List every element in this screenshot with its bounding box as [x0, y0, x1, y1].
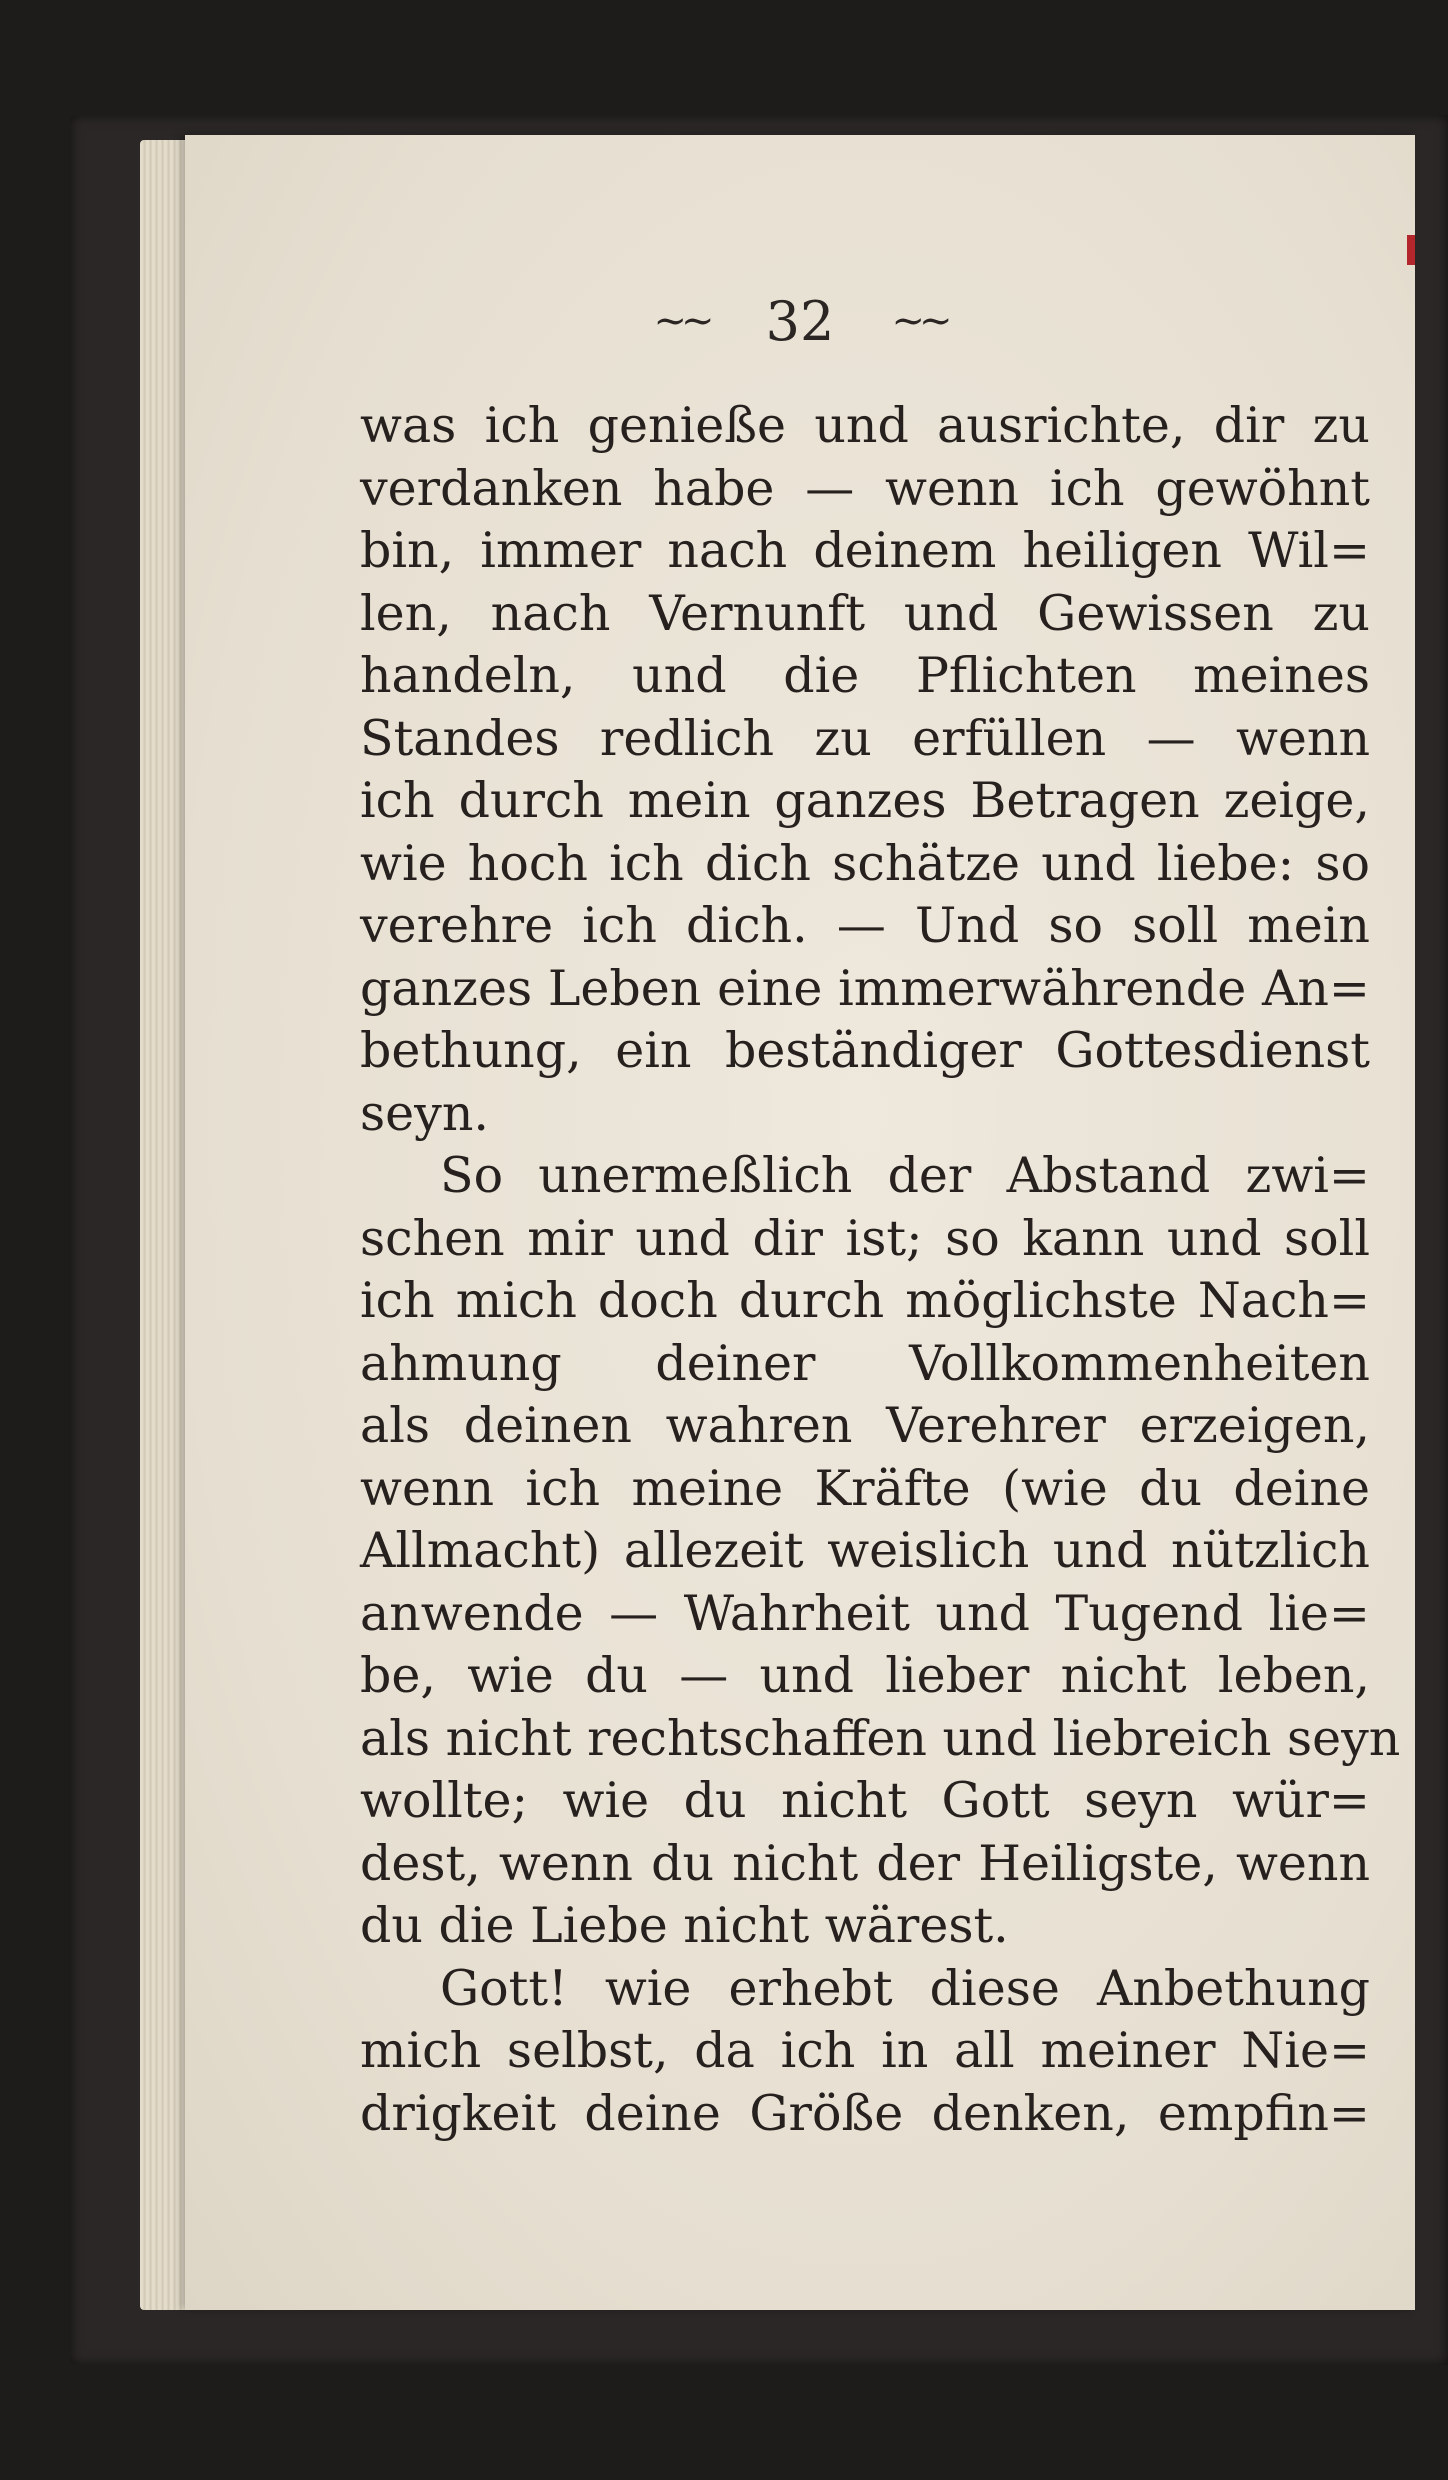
- text-line: wie hoch ich dich schätze und liebe: so: [360, 834, 1370, 892]
- running-head: [185, 290, 1415, 353]
- text-line: drigkeit deine Größe denken, empfin=: [360, 2084, 1370, 2142]
- text-line: bin, immer nach deinem heiligen Wil=: [360, 522, 1370, 579]
- text-line: als nicht rechtschaffen und liebreich seyn: [360, 1709, 1401, 1767]
- text-line: seyn.: [360, 1084, 489, 1142]
- text-line: verdanken habe — wenn ich gewöhnt: [360, 459, 1370, 517]
- text-line: verehre ich dich. — Und so soll mein: [360, 897, 1370, 954]
- text-line: anwende — Wahrheit und Tugend lie=: [360, 1584, 1370, 1642]
- text-line: len, nach Vernunft und Gewissen zu: [360, 584, 1370, 642]
- text-line: Allmacht) allezeit weislich und nützlich: [360, 1522, 1370, 1579]
- page-number: 32: [765, 290, 835, 353]
- text-line: ahmung deiner Vollkommenheiten: [360, 1334, 1370, 1392]
- text-line: schen mir und dir ist; so kann und soll: [360, 1209, 1370, 1267]
- book-page: [185, 135, 1415, 2310]
- ornament-left: ~~: [653, 298, 709, 344]
- text-line: ich durch mein ganzes Betragen zeige,: [360, 772, 1370, 829]
- text-line: Gott! wie erhebt diese Anbethung: [440, 1959, 1370, 2017]
- text-line: ich mich doch durch möglichste Nach=: [360, 1272, 1370, 1329]
- bookmark-ribbon: [1407, 235, 1415, 265]
- text-line: als deinen wahren Verehrer erzeigen,: [360, 1397, 1370, 1454]
- text-line: du die Liebe nicht wärest.: [360, 1897, 1009, 1954]
- text-line: dest, wenn du nicht der Heiligste, wenn: [360, 1834, 1370, 1892]
- text-line: So unermeßlich der Abstand zwi=: [440, 1147, 1370, 1204]
- text-line: ganzes Leben eine immerwährende An=: [360, 959, 1370, 1017]
- text-line: wollte; wie du nicht Gott seyn wür=: [360, 1772, 1370, 1829]
- text-line: bethung, ein beständiger Gottesdienst: [360, 1022, 1370, 1079]
- text-line: wenn ich meine Kräfte (wie du deine: [360, 1459, 1370, 1517]
- body-text: [360, 395, 1401, 2145]
- text-line: be, wie du — und lieber nicht leben,: [360, 1647, 1370, 1704]
- text-line: handeln, und die Pflichten meines: [360, 647, 1370, 704]
- text-line: Standes redlich zu erfüllen — wenn: [360, 709, 1370, 767]
- text-line: was ich genieße und ausrichte, dir zu: [360, 397, 1370, 454]
- ornament-right: ~~: [891, 298, 947, 344]
- text-line: mich selbst, da ich in all meiner Nie=: [360, 2022, 1370, 2079]
